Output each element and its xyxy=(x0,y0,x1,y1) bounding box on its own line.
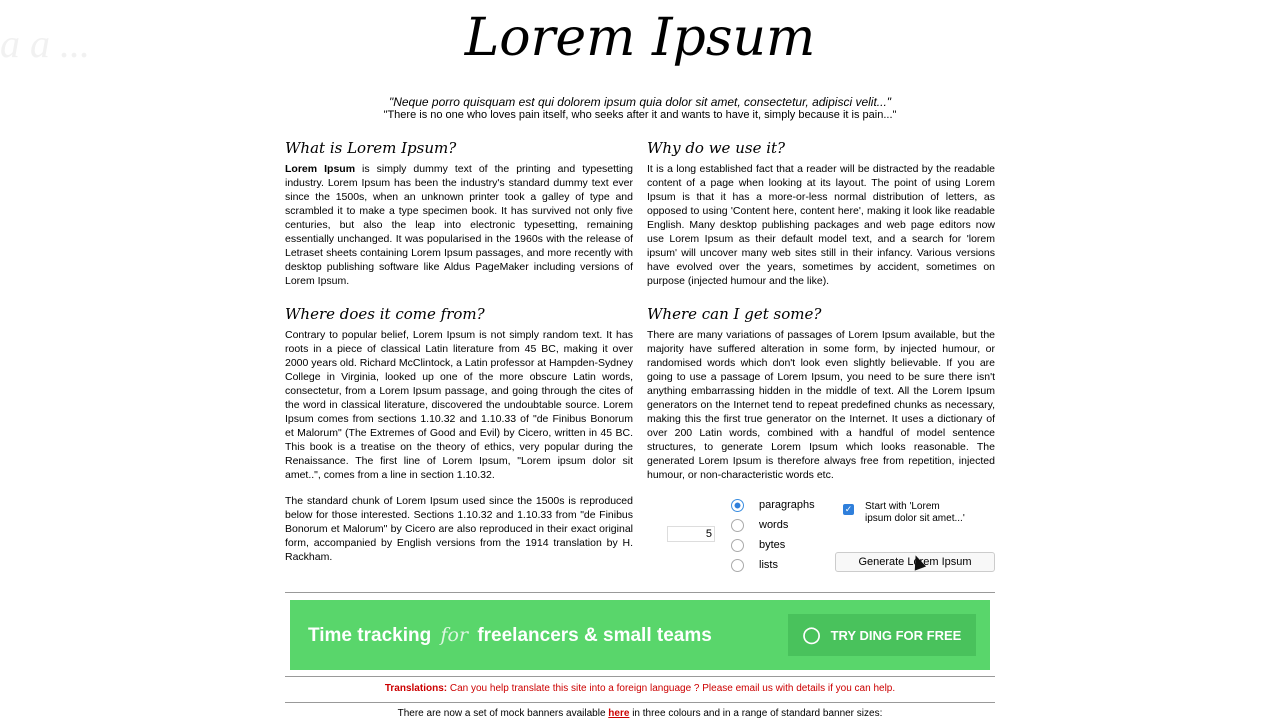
section-what xyxy=(285,138,633,300)
radio-dot[interactable] xyxy=(731,559,744,572)
radio-bytes[interactable] xyxy=(731,536,785,554)
amount-input[interactable]: 5 xyxy=(667,526,715,542)
section-text xyxy=(285,162,633,288)
radio-dot[interactable] xyxy=(731,499,744,512)
translations-notice xyxy=(0,683,1280,694)
try-ding-button[interactable] xyxy=(788,614,976,656)
radio-label: paragraphs xyxy=(759,499,815,511)
section-where-from xyxy=(285,304,633,576)
radio-label: bytes xyxy=(759,539,786,551)
section-heading: Why do we use it? xyxy=(647,139,786,157)
divider xyxy=(285,592,995,593)
section-text: Contrary to popular belief, Lorem Ipsum is not simply random text. It has roots in a piece of classical Latin literature from 45 BC, making it over 2000 years old. Richard McClintock, a Latin professor at Hampden-Sydney College in Virginia, looked up one of the more obscure Latin words, consectetur, from a Lorem Ipsum passage, and going through the cites of the word in classical literature, discovered the undoubtable source. Lorem Ipsum comes from sections 1.10.32 and 1.10.33 of "de Finibus Bonorum et Malorum" (The Extremes of Good and Evil) by Cicero, written in 45 BC. This book is a treatise on the theory of ethics, very popular during the Renaissance. The first line of Lorem Ipsum, "Lorem ipsum dolor sit amet..", comes from a line in section 1.10.32. xyxy=(285,329,633,481)
section-text-2: The standard chunk of Lorem Ipsum used since the 1500s is reproduced below for those interested. Sections 1.10.32 and 1.10.33 from "de Finibus Bonorum et Malorum" by Cicero are also reproduced in their exact original form, accompanied by English versions from the 1914 translation by H. Rackham. xyxy=(285,495,633,563)
try-ding-label: TRY DING FOR FREE xyxy=(830,627,962,643)
radio-label: words xyxy=(759,519,789,531)
mock-banners-notice xyxy=(0,708,1280,719)
divider xyxy=(285,676,995,677)
translations-text: Can you help translate this site into a foreign language ? Please email us with details if you can help. xyxy=(447,683,896,694)
divider xyxy=(285,702,995,703)
banner-text xyxy=(308,624,712,647)
tag-icon: ◯ xyxy=(802,627,821,644)
radio-paragraphs[interactable] xyxy=(731,496,815,514)
start-with-checkbox[interactable]: ✓ xyxy=(844,504,853,514)
radio-label: lists xyxy=(759,559,778,571)
ad-banner[interactable] xyxy=(290,600,990,670)
generator-form xyxy=(647,496,995,576)
radio-words[interactable] xyxy=(731,516,788,534)
generate-button[interactable]: Generate Lorem Ipsum xyxy=(835,552,995,572)
page-title: Lorem Ipsum xyxy=(464,8,816,68)
section-body: is simply dummy text of the printing and typesetting industry. Lorem Ipsum has been the industry's standard dummy text ever since the 1500s, when an unknown printer took a galley of type and scrambled it to make a type specimen book. It has survived not only five centuries, but also the leap into electronic typesetting, remaining essentially unchanged. It was popularised in the 1960s with the release of Letraset sheets containing Lorem Ipsum passages, and more recently with desktop publishing software like Aldus PageMaker including versions of Lorem Ipsum. xyxy=(285,163,633,287)
section-where-get xyxy=(647,304,995,494)
section-heading: What is Lorem Ipsum? xyxy=(285,139,457,157)
background-text: a a ... xyxy=(0,21,90,66)
latin-quote: "Neque porro quisquam est qui dolorem ipsum quia dolor sit amet, consectetur, adipisci velit..." xyxy=(388,95,892,109)
mock-text-b: in three colours and in a range of standard banner sizes: xyxy=(629,708,883,719)
banner-text-for: for xyxy=(440,624,469,646)
section-heading: Where does it come from? xyxy=(285,305,485,323)
mock-text-a: There are now a set of mock banners available xyxy=(397,708,609,719)
banner-text-b: freelancers & small teams xyxy=(477,625,712,646)
radio-dot[interactable] xyxy=(731,519,744,532)
radio-dot[interactable] xyxy=(731,539,744,552)
start-with-label: Start with 'Lorem ipsum dolor sit amet...' xyxy=(865,501,965,524)
radio-lists[interactable] xyxy=(731,556,778,574)
english-quote: "There is no one who loves pain itself, who seeks after it and wants to have it, simply because it is pain..." xyxy=(383,109,897,121)
translations-label: Translations: xyxy=(384,683,448,694)
section-heading: Where can I get some? xyxy=(647,305,822,323)
section-why xyxy=(647,138,995,300)
section-text: There are many variations of passages of Lorem Ipsum available, but the majority have suffered alteration in some form, by injected humour, or randomised words which don't look even slightly believable. If you are going to use a passage of Lorem Ipsum, you need to be sure there isn't anything embarrassing hidden in the middle of text. All the Lorem Ipsum generators on the Internet tend to repeat predefined chunks as necessary, making this the first true generator on the Internet. It uses a dictionary of over 200 Latin words, combined with a handful of model sentence structures, to generate Lorem Ipsum which looks reasonable. The generated Lorem Ipsum is therefore always free from repetition, injected humour, or non-characteristic words etc. xyxy=(647,329,995,481)
section-bold: Lorem Ipsum xyxy=(285,163,356,175)
section-text: It is a long established fact that a reader will be distracted by the readable content of a page when looking at its layout. The point of using Lorem Ipsum is that it has a more-or-less normal distribution of letters, as opposed to using 'Content here, content here', making it look like readable English. Many desktop publishing packages and web page editors now use Lorem Ipsum as their default model text, and a search for 'lorem ipsum' will uncover many web sites still in their infancy. Various versions have evolved over the years, sometimes by accident, sometimes on purpose (injected humour and the like). xyxy=(647,163,995,287)
mock-banners-link[interactable]: here xyxy=(608,708,630,719)
banner-text-a: Time tracking xyxy=(308,625,432,646)
